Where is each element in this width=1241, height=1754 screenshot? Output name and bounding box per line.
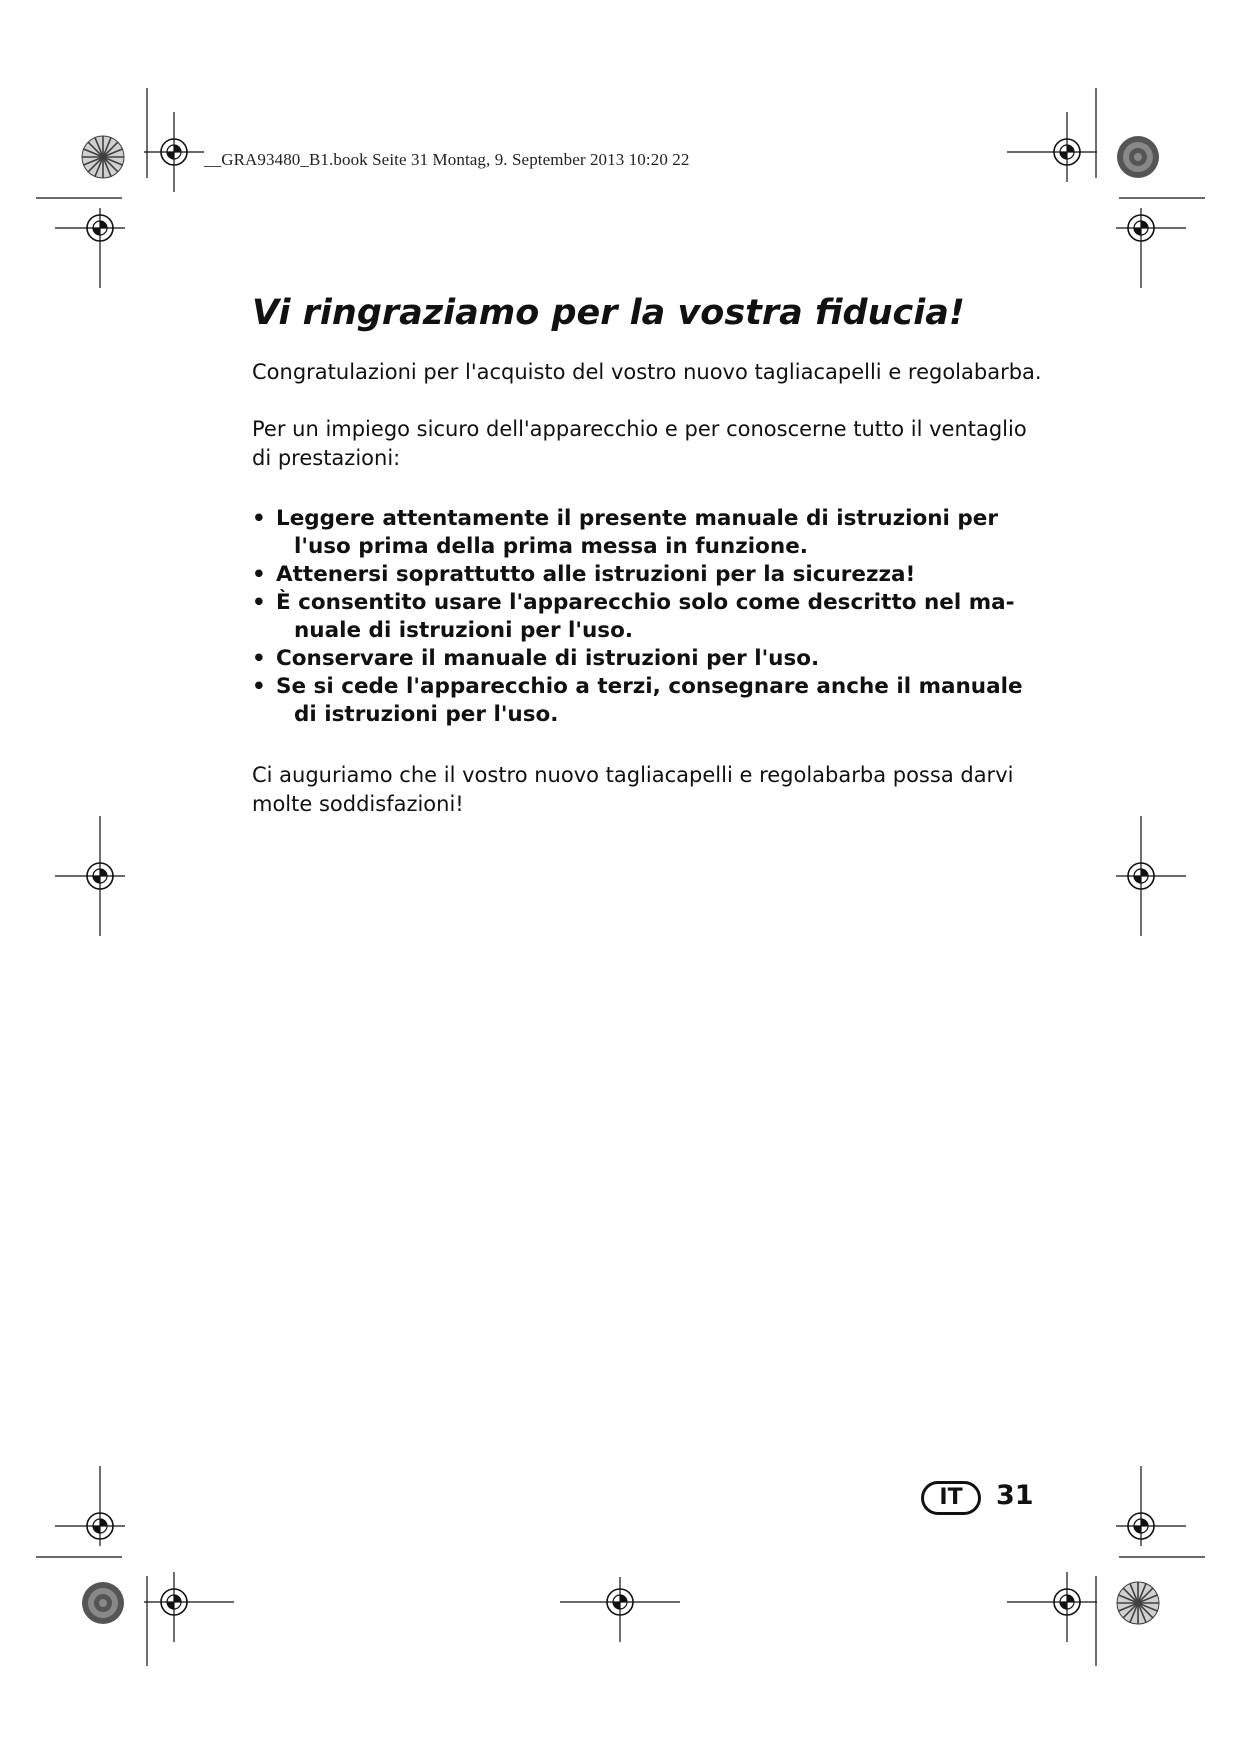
list-item bbox=[252, 505, 1042, 561]
registration-mark-bottom-center bbox=[560, 1577, 680, 1642]
safety-instructions-list bbox=[252, 505, 1042, 729]
starburst-target-top-left bbox=[82, 136, 124, 178]
list-item-line: nuale di istruzioni per l'uso. bbox=[294, 618, 634, 643]
list-item-line: Se si cede l'apparecchio a terzi, consegnare anche il manuale bbox=[276, 674, 1023, 699]
registration-mark-left-lower bbox=[55, 1466, 125, 1546]
registration-mark-right-lower bbox=[1116, 1466, 1186, 1546]
page-number: 31 bbox=[996, 1480, 1034, 1511]
page-title: Vi ringraziamo per la vostra fiducia! bbox=[252, 293, 965, 333]
registration-mark-right-upper bbox=[1116, 208, 1186, 288]
bullet-icon: • bbox=[252, 674, 266, 699]
registration-mark-top-right bbox=[1007, 112, 1097, 182]
bullet-icon: • bbox=[252, 590, 266, 615]
list-item bbox=[252, 589, 1042, 645]
list-item-line: Attenersi soprattutto alle istruzioni per la sicurezza! bbox=[276, 562, 916, 587]
list-item-line: Leggere attentamente il presente manuale di istruzioni per bbox=[276, 506, 998, 531]
registration-mark-left-upper bbox=[55, 208, 125, 288]
usage-paragraph: Per un impiego sicuro dell'apparecchio e per conoscerne tutto il ventaglio di prestazioni: bbox=[252, 417, 1027, 470]
list-item-line: È consentito usare l'apparecchio solo come descritto nel ma- bbox=[276, 590, 1015, 615]
bullet-icon: • bbox=[252, 506, 266, 531]
list-item bbox=[252, 645, 1042, 673]
closing-paragraph: Ci auguriamo che il vostro nuovo tagliacapelli e regolabarba possa darvi molte soddisfazioni! bbox=[252, 763, 1014, 816]
registration-mark-bottom-right bbox=[1007, 1572, 1097, 1642]
registration-mark-bottom-left bbox=[144, 1572, 234, 1642]
bullet-icon: • bbox=[252, 646, 266, 671]
registration-mark-right-middle bbox=[1116, 816, 1186, 936]
list-item-line: di istruzioni per l'uso. bbox=[294, 702, 559, 727]
page-content bbox=[252, 290, 1042, 819]
list-item-line: Conservare il manuale di istruzioni per l'uso. bbox=[276, 646, 820, 671]
starburst-target-bottom-right bbox=[1117, 1582, 1159, 1624]
starburst-target-top-right bbox=[1117, 136, 1159, 178]
registration-mark-top-left bbox=[144, 112, 204, 192]
bullet-icon: • bbox=[252, 562, 266, 587]
language-badge: IT bbox=[921, 1481, 981, 1515]
list-item bbox=[252, 673, 1042, 729]
registration-mark-left-middle bbox=[55, 816, 125, 936]
print-file-header: __GRA93480_B1.book Seite 31 Montag, 9. September 2013 10:20 22 bbox=[204, 150, 690, 169]
starburst-target-bottom-left bbox=[82, 1582, 124, 1624]
intro-paragraph: Congratulazioni per l'acquisto del vostro nuovo tagliacapelli e regolabarba. bbox=[252, 360, 1042, 384]
list-item bbox=[252, 561, 1042, 589]
list-item-line: l'uso prima della prima messa in funzione. bbox=[294, 534, 808, 559]
